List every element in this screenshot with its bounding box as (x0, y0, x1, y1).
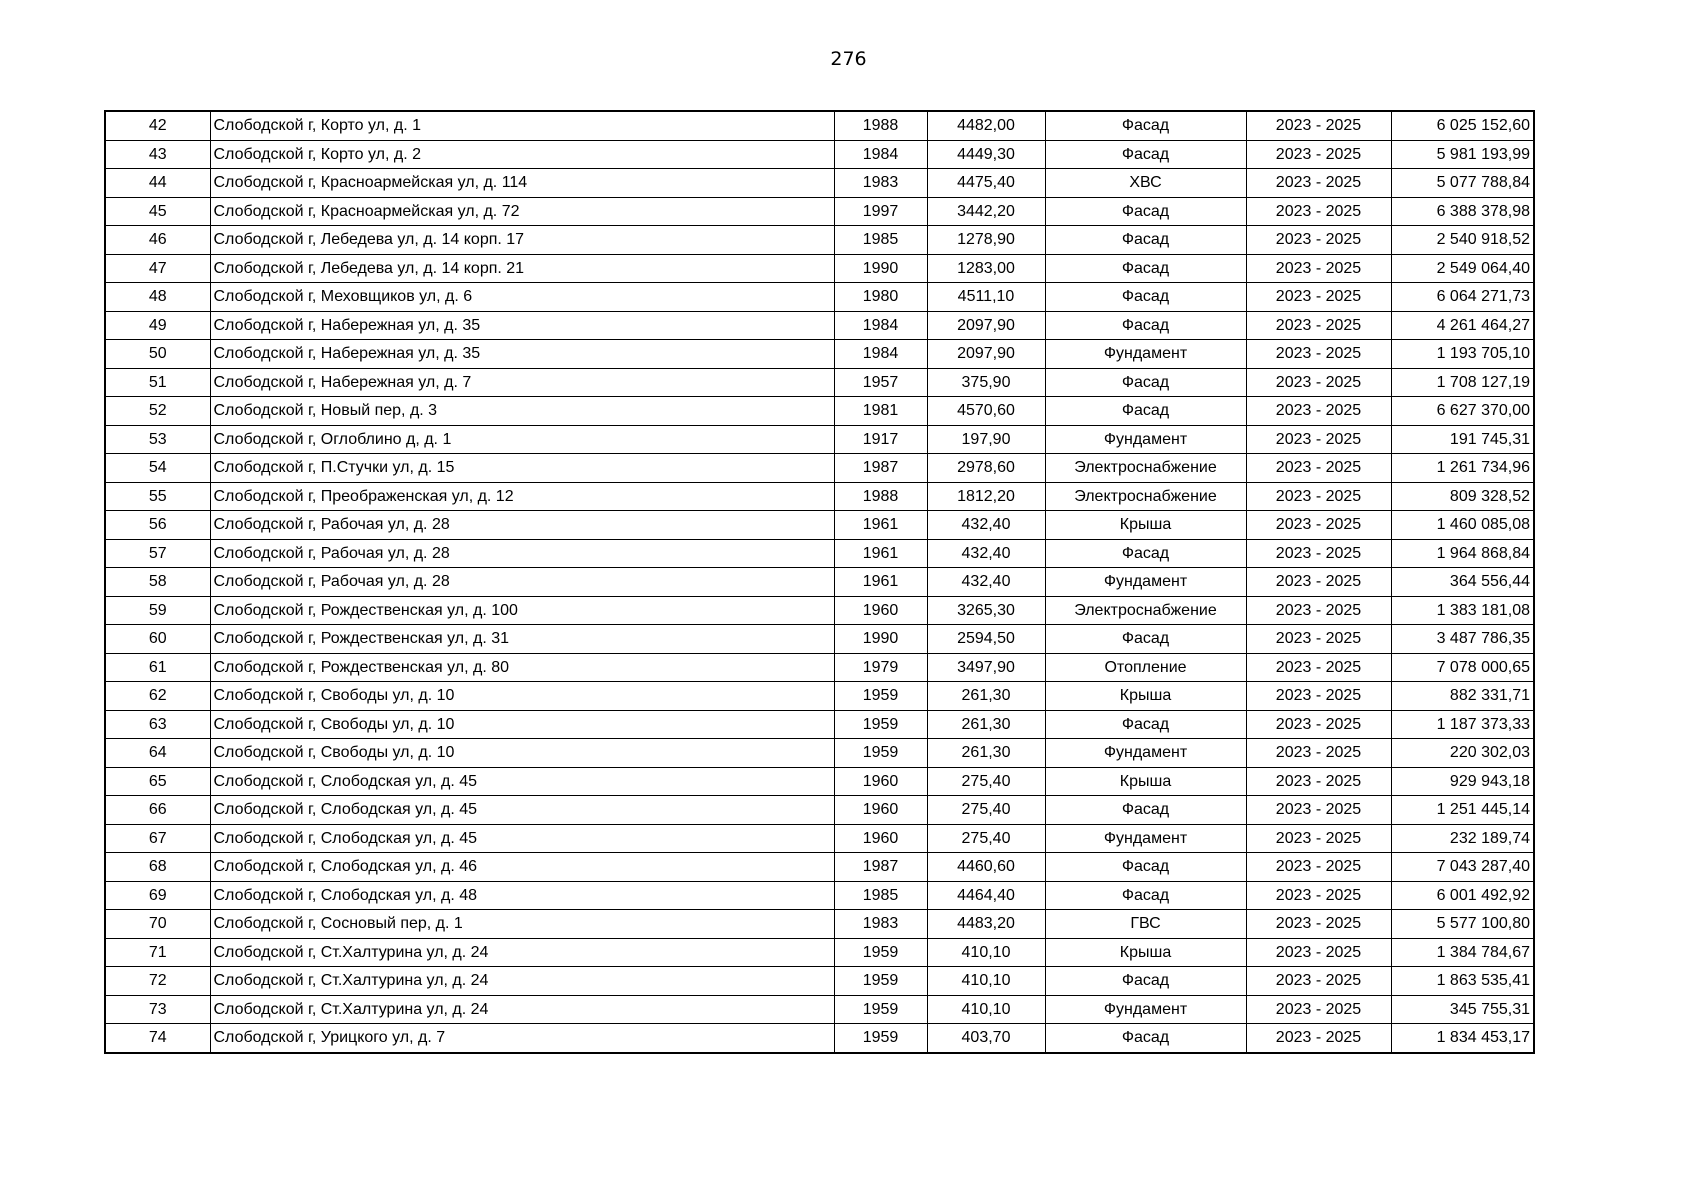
address-cell: Слободской г, Набережная ул, д. 35 (210, 340, 834, 369)
row-number-cell: 62 (105, 682, 210, 711)
table-row (105, 568, 1534, 597)
table-row (105, 625, 1534, 654)
table-row (105, 454, 1534, 483)
row-number-cell: 72 (105, 967, 210, 996)
build-year-cell: 1960 (834, 767, 927, 796)
cost-cell: 1 708 127,19 (1391, 368, 1534, 397)
work-type-cell: Фасад (1045, 140, 1246, 169)
period-cell: 2023 - 2025 (1246, 910, 1391, 939)
area-cell: 275,40 (927, 796, 1045, 825)
area-cell: 432,40 (927, 511, 1045, 540)
row-number-cell: 50 (105, 340, 210, 369)
area-cell: 1812,20 (927, 482, 1045, 511)
build-year-cell: 1959 (834, 1024, 927, 1053)
build-year-cell: 1961 (834, 511, 927, 540)
address-cell: Слободской г, Рабочая ул, д. 28 (210, 511, 834, 540)
address-cell: Слободской г, Сосновый пер, д. 1 (210, 910, 834, 939)
work-type-cell: Фасад (1045, 881, 1246, 910)
address-cell: Слободской г, П.Стучки ул, д. 15 (210, 454, 834, 483)
row-number-cell: 65 (105, 767, 210, 796)
period-cell: 2023 - 2025 (1246, 824, 1391, 853)
address-cell: Слободской г, Урицкого ул, д. 7 (210, 1024, 834, 1053)
period-cell: 2023 - 2025 (1246, 625, 1391, 654)
table-row (105, 596, 1534, 625)
period-cell: 2023 - 2025 (1246, 1024, 1391, 1053)
row-number-cell: 48 (105, 283, 210, 312)
build-year-cell: 1983 (834, 169, 927, 198)
table-row (105, 425, 1534, 454)
table-row (105, 482, 1534, 511)
area-cell: 3442,20 (927, 197, 1045, 226)
build-year-cell: 1959 (834, 938, 927, 967)
address-cell: Слободской г, Слободская ул, д. 45 (210, 796, 834, 825)
area-cell: 3497,90 (927, 653, 1045, 682)
build-year-cell: 1990 (834, 625, 927, 654)
table-row (105, 796, 1534, 825)
build-year-cell: 1917 (834, 425, 927, 454)
address-cell: Слободской г, Ст.Халтурина ул, д. 24 (210, 995, 834, 1024)
work-type-cell: Крыша (1045, 511, 1246, 540)
table-row (105, 767, 1534, 796)
period-cell: 2023 - 2025 (1246, 710, 1391, 739)
address-cell: Слободской г, Ст.Халтурина ул, д. 24 (210, 938, 834, 967)
build-year-cell: 1981 (834, 397, 927, 426)
build-year-cell: 1961 (834, 539, 927, 568)
address-cell: Слободской г, Рабочая ул, д. 28 (210, 568, 834, 597)
table-row (105, 739, 1534, 768)
row-number-cell: 73 (105, 995, 210, 1024)
build-year-cell: 1987 (834, 853, 927, 882)
row-number-cell: 54 (105, 454, 210, 483)
table-row (105, 682, 1534, 711)
work-type-cell: Фасад (1045, 625, 1246, 654)
table-row (105, 938, 1534, 967)
work-type-cell: Фасад (1045, 283, 1246, 312)
build-year-cell: 1997 (834, 197, 927, 226)
address-cell: Слободской г, Рождественская ул, д. 80 (210, 653, 834, 682)
area-cell: 2594,50 (927, 625, 1045, 654)
table-row (105, 881, 1534, 910)
work-type-cell: Крыша (1045, 682, 1246, 711)
table-row (105, 283, 1534, 312)
table-row (105, 853, 1534, 882)
address-cell: Слободской г, Преображенская ул, д. 12 (210, 482, 834, 511)
work-type-cell: Фундамент (1045, 995, 1246, 1024)
address-cell: Слободской г, Корто ул, д. 2 (210, 140, 834, 169)
period-cell: 2023 - 2025 (1246, 596, 1391, 625)
table-row (105, 967, 1534, 996)
address-cell: Слободской г, Набережная ул, д. 35 (210, 311, 834, 340)
address-cell: Слободской г, Лебедева ул, д. 14 корп. 17 (210, 226, 834, 255)
cost-cell: 6 064 271,73 (1391, 283, 1534, 312)
cost-cell: 882 331,71 (1391, 682, 1534, 711)
cost-cell: 7 043 287,40 (1391, 853, 1534, 882)
area-cell: 2097,90 (927, 311, 1045, 340)
table-row (105, 653, 1534, 682)
build-year-cell: 1957 (834, 368, 927, 397)
row-number-cell: 63 (105, 710, 210, 739)
work-type-cell: Фундамент (1045, 425, 1246, 454)
work-type-cell: Фундамент (1045, 340, 1246, 369)
area-cell: 403,70 (927, 1024, 1045, 1053)
address-cell: Слободской г, Новый пер, д. 3 (210, 397, 834, 426)
build-year-cell: 1983 (834, 910, 927, 939)
period-cell: 2023 - 2025 (1246, 938, 1391, 967)
cost-cell: 345 755,31 (1391, 995, 1534, 1024)
work-type-cell: Фасад (1045, 226, 1246, 255)
area-cell: 410,10 (927, 995, 1045, 1024)
build-year-cell: 1959 (834, 710, 927, 739)
address-cell: Слободской г, Меховщиков ул, д. 6 (210, 283, 834, 312)
table-row (105, 140, 1534, 169)
row-number-cell: 59 (105, 596, 210, 625)
row-number-cell: 58 (105, 568, 210, 597)
period-cell: 2023 - 2025 (1246, 568, 1391, 597)
build-year-cell: 1988 (834, 482, 927, 511)
cost-cell: 1 383 181,08 (1391, 596, 1534, 625)
work-type-cell: Фасад (1045, 710, 1246, 739)
area-cell: 4449,30 (927, 140, 1045, 169)
area-cell: 4475,40 (927, 169, 1045, 198)
area-cell: 2978,60 (927, 454, 1045, 483)
area-cell: 4570,60 (927, 397, 1045, 426)
period-cell: 2023 - 2025 (1246, 796, 1391, 825)
build-year-cell: 1984 (834, 311, 927, 340)
work-type-cell: Отопление (1045, 653, 1246, 682)
period-cell: 2023 - 2025 (1246, 511, 1391, 540)
row-number-cell: 69 (105, 881, 210, 910)
address-cell: Слободской г, Рождественская ул, д. 31 (210, 625, 834, 654)
cost-cell: 6 388 378,98 (1391, 197, 1534, 226)
period-cell: 2023 - 2025 (1246, 397, 1391, 426)
row-number-cell: 70 (105, 910, 210, 939)
build-year-cell: 1979 (834, 653, 927, 682)
period-cell: 2023 - 2025 (1246, 425, 1391, 454)
period-cell: 2023 - 2025 (1246, 539, 1391, 568)
area-cell: 4460,60 (927, 853, 1045, 882)
area-cell: 410,10 (927, 938, 1045, 967)
table-row (105, 397, 1534, 426)
work-type-cell: Фундамент (1045, 824, 1246, 853)
cost-cell: 1 261 734,96 (1391, 454, 1534, 483)
address-cell: Слободской г, Красноармейская ул, д. 114 (210, 169, 834, 198)
period-cell: 2023 - 2025 (1246, 311, 1391, 340)
address-cell: Слободской г, Слободская ул, д. 48 (210, 881, 834, 910)
table-row (105, 824, 1534, 853)
build-year-cell: 1990 (834, 254, 927, 283)
cost-cell: 220 302,03 (1391, 739, 1534, 768)
row-number-cell: 44 (105, 169, 210, 198)
row-number-cell: 52 (105, 397, 210, 426)
cost-cell: 6 001 492,92 (1391, 881, 1534, 910)
address-cell: Слободской г, Оглоблино д, д. 1 (210, 425, 834, 454)
address-cell: Слободской г, Лебедева ул, д. 14 корп. 21 (210, 254, 834, 283)
build-year-cell: 1988 (834, 111, 927, 140)
row-number-cell: 60 (105, 625, 210, 654)
area-cell: 261,30 (927, 682, 1045, 711)
table-row (105, 910, 1534, 939)
row-number-cell: 57 (105, 539, 210, 568)
row-number-cell: 49 (105, 311, 210, 340)
build-year-cell: 1960 (834, 596, 927, 625)
period-cell: 2023 - 2025 (1246, 739, 1391, 768)
period-cell: 2023 - 2025 (1246, 967, 1391, 996)
area-cell: 275,40 (927, 824, 1045, 853)
cost-cell: 232 189,74 (1391, 824, 1534, 853)
period-cell: 2023 - 2025 (1246, 254, 1391, 283)
build-year-cell: 1959 (834, 682, 927, 711)
address-cell: Слободской г, Рождественская ул, д. 100 (210, 596, 834, 625)
period-cell: 2023 - 2025 (1246, 226, 1391, 255)
cost-cell: 1 460 085,08 (1391, 511, 1534, 540)
address-cell: Слободской г, Слободская ул, д. 46 (210, 853, 834, 882)
table-row (105, 539, 1534, 568)
cost-cell: 3 487 786,35 (1391, 625, 1534, 654)
area-cell: 197,90 (927, 425, 1045, 454)
area-cell: 432,40 (927, 568, 1045, 597)
page-number: 276 (830, 48, 867, 70)
area-cell: 2097,90 (927, 340, 1045, 369)
period-cell: 2023 - 2025 (1246, 482, 1391, 511)
period-cell: 2023 - 2025 (1246, 881, 1391, 910)
work-type-cell: Электроснабжение (1045, 482, 1246, 511)
work-type-cell: Фасад (1045, 539, 1246, 568)
work-type-cell: Фундамент (1045, 568, 1246, 597)
period-cell: 2023 - 2025 (1246, 169, 1391, 198)
area-cell: 1283,00 (927, 254, 1045, 283)
work-type-cell: ХВС (1045, 169, 1246, 198)
row-number-cell: 42 (105, 111, 210, 140)
address-cell: Слободской г, Слободская ул, д. 45 (210, 767, 834, 796)
work-type-cell: Фундамент (1045, 739, 1246, 768)
row-number-cell: 56 (105, 511, 210, 540)
work-type-cell: Фасад (1045, 1024, 1246, 1053)
cost-cell: 2 549 064,40 (1391, 254, 1534, 283)
row-number-cell: 66 (105, 796, 210, 825)
work-type-cell: ГВС (1045, 910, 1246, 939)
period-cell: 2023 - 2025 (1246, 767, 1391, 796)
row-number-cell: 68 (105, 853, 210, 882)
cost-cell: 1 251 445,14 (1391, 796, 1534, 825)
cost-cell: 364 556,44 (1391, 568, 1534, 597)
period-cell: 2023 - 2025 (1246, 340, 1391, 369)
area-cell: 275,40 (927, 767, 1045, 796)
row-number-cell: 46 (105, 226, 210, 255)
area-cell: 3265,30 (927, 596, 1045, 625)
work-type-cell: Фасад (1045, 311, 1246, 340)
table-row (105, 197, 1534, 226)
build-year-cell: 1959 (834, 967, 927, 996)
cost-cell: 6 025 152,60 (1391, 111, 1534, 140)
period-cell: 2023 - 2025 (1246, 454, 1391, 483)
work-type-cell: Фасад (1045, 111, 1246, 140)
period-cell: 2023 - 2025 (1246, 653, 1391, 682)
row-number-cell: 53 (105, 425, 210, 454)
period-cell: 2023 - 2025 (1246, 853, 1391, 882)
area-cell: 261,30 (927, 739, 1045, 768)
build-year-cell: 1985 (834, 226, 927, 255)
area-cell: 432,40 (927, 539, 1045, 568)
row-number-cell: 47 (105, 254, 210, 283)
period-cell: 2023 - 2025 (1246, 111, 1391, 140)
period-cell: 2023 - 2025 (1246, 283, 1391, 312)
build-year-cell: 1984 (834, 340, 927, 369)
area-cell: 4482,00 (927, 111, 1045, 140)
row-number-cell: 64 (105, 739, 210, 768)
build-year-cell: 1961 (834, 568, 927, 597)
table-row (105, 995, 1534, 1024)
address-cell: Слободской г, Набережная ул, д. 7 (210, 368, 834, 397)
cost-cell: 7 078 000,65 (1391, 653, 1534, 682)
table-row (105, 340, 1534, 369)
build-year-cell: 1985 (834, 881, 927, 910)
work-type-cell: Электроснабжение (1045, 596, 1246, 625)
table-row (105, 1024, 1534, 1053)
address-cell: Слободской г, Свободы ул, д. 10 (210, 739, 834, 768)
cost-cell: 1 384 784,67 (1391, 938, 1534, 967)
build-year-cell: 1960 (834, 824, 927, 853)
work-type-cell: Крыша (1045, 767, 1246, 796)
cost-cell: 5 577 100,80 (1391, 910, 1534, 939)
work-type-cell: Фасад (1045, 853, 1246, 882)
area-cell: 261,30 (927, 710, 1045, 739)
row-number-cell: 45 (105, 197, 210, 226)
cost-cell: 2 540 918,52 (1391, 226, 1534, 255)
table-row (105, 511, 1534, 540)
cost-cell: 1 834 453,17 (1391, 1024, 1534, 1053)
cost-cell: 191 745,31 (1391, 425, 1534, 454)
row-number-cell: 74 (105, 1024, 210, 1053)
row-number-cell: 71 (105, 938, 210, 967)
period-cell: 2023 - 2025 (1246, 368, 1391, 397)
address-cell: Слободской г, Свободы ул, д. 10 (210, 682, 834, 711)
area-cell: 4464,40 (927, 881, 1045, 910)
build-year-cell: 1960 (834, 796, 927, 825)
cost-cell: 1 187 373,33 (1391, 710, 1534, 739)
build-year-cell: 1984 (834, 140, 927, 169)
area-cell: 375,90 (927, 368, 1045, 397)
period-cell: 2023 - 2025 (1246, 197, 1391, 226)
table-row (105, 311, 1534, 340)
build-year-cell: 1959 (834, 739, 927, 768)
table-row (105, 368, 1534, 397)
work-type-cell: Фасад (1045, 368, 1246, 397)
work-type-cell: Фасад (1045, 254, 1246, 283)
address-cell: Слободской г, Ст.Халтурина ул, д. 24 (210, 967, 834, 996)
address-cell: Слободской г, Корто ул, д. 1 (210, 111, 834, 140)
work-type-cell: Фасад (1045, 397, 1246, 426)
cost-cell: 1 863 535,41 (1391, 967, 1534, 996)
cost-cell: 5 077 788,84 (1391, 169, 1534, 198)
work-type-cell: Крыша (1045, 938, 1246, 967)
area-cell: 410,10 (927, 967, 1045, 996)
table-row (105, 169, 1534, 198)
table-row (105, 254, 1534, 283)
table-row (105, 111, 1534, 140)
work-type-cell: Фасад (1045, 967, 1246, 996)
period-cell: 2023 - 2025 (1246, 140, 1391, 169)
address-cell: Слободской г, Красноармейская ул, д. 72 (210, 197, 834, 226)
table-row (105, 710, 1534, 739)
cost-cell: 4 261 464,27 (1391, 311, 1534, 340)
cost-cell: 929 943,18 (1391, 767, 1534, 796)
period-cell: 2023 - 2025 (1246, 995, 1391, 1024)
row-number-cell: 55 (105, 482, 210, 511)
cost-cell: 6 627 370,00 (1391, 397, 1534, 426)
area-cell: 4511,10 (927, 283, 1045, 312)
build-year-cell: 1959 (834, 995, 927, 1024)
cost-cell: 809 328,52 (1391, 482, 1534, 511)
table-body (105, 111, 1534, 1053)
table-row (105, 226, 1534, 255)
period-cell: 2023 - 2025 (1246, 682, 1391, 711)
address-cell: Слободской г, Слободская ул, д. 45 (210, 824, 834, 853)
area-cell: 1278,90 (927, 226, 1045, 255)
work-type-cell: Фасад (1045, 796, 1246, 825)
row-number-cell: 67 (105, 824, 210, 853)
area-cell: 4483,20 (927, 910, 1045, 939)
row-number-cell: 51 (105, 368, 210, 397)
row-number-cell: 61 (105, 653, 210, 682)
build-year-cell: 1987 (834, 454, 927, 483)
cost-cell: 1 193 705,10 (1391, 340, 1534, 369)
row-number-cell: 43 (105, 140, 210, 169)
address-cell: Слободской г, Рабочая ул, д. 28 (210, 539, 834, 568)
cost-cell: 1 964 868,84 (1391, 539, 1534, 568)
address-cell: Слободской г, Свободы ул, д. 10 (210, 710, 834, 739)
build-year-cell: 1980 (834, 283, 927, 312)
housing-repair-table (104, 110, 1535, 1054)
work-type-cell: Фасад (1045, 197, 1246, 226)
work-type-cell: Электроснабжение (1045, 454, 1246, 483)
cost-cell: 5 981 193,99 (1391, 140, 1534, 169)
